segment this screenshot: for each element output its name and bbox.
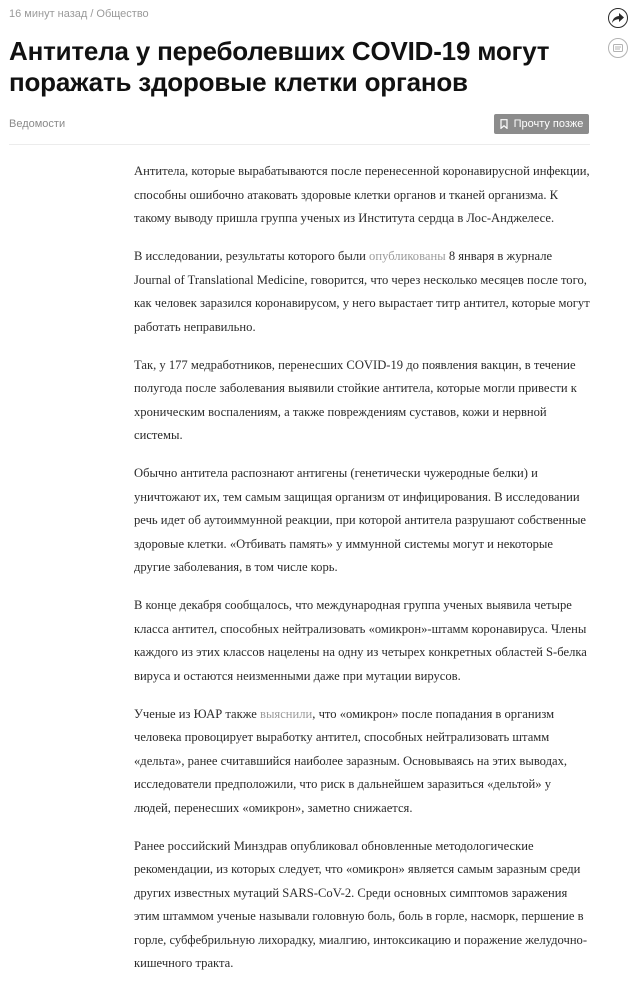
paragraph: Так, у 177 медработников, перенесших COVID-19 до появления вакцин, в течение полугода после заболевания выявили стойкие антитела, которые могли привести к хроническим воспалениям, а также повреждениям суставов, кожи и нервной системы. — [134, 357, 577, 442]
publish-time: 16 минут назад — [9, 8, 88, 20]
found-out-link[interactable]: выяснили — [260, 706, 313, 721]
paragraph-text: 8 января в журнале Journal of Translational Medicine, говорится, что через несколько месяцев после того, как человек заразился коронавирусом, у него вырастает титр антител, которые могут работать неправильно. — [134, 249, 590, 334]
meta-separator: / — [90, 8, 94, 20]
category-link[interactable]: Общество — [96, 8, 149, 20]
article-body — [134, 160, 590, 990]
paragraph: В конце декабря сообщалось, что международная группа ученых выявила четыре класса антител, способных нейтрализовать «омикрон»-штамм коронавируса. Члены каждого из этих классов нацелены на одну из четырех конкретных областей S-белка вируса и остаются неизменными даже при мутации вирусов. — [134, 598, 587, 683]
paragraph-text: , что «омикрон» после попадания в организм человека провоцирует выработку антител, способных нейтрализовать штамм «дельта», ранее считавшийся наиболее заразным. Основываясь на этих выводах, исследователи предположили, что риск в дальнейшем заразиться «дельтой» у людей, перенесших «омикрон», заметно снижается. — [134, 706, 568, 815]
read-later-button[interactable] — [494, 114, 589, 134]
share-button[interactable] — [608, 8, 628, 28]
paragraph: Ранее российский Минздрав опубликовал обновленные методологические рекомендации, из которых следует, что «омикрон» является самым заразным среди других известных мутаций SARS-CoV-2. Среди основных симптомов заражения этим штаммом ученые называли головную боль, боль в горле, насморк, першение в горле, субфебрильную лихорадку, миалгию, интоксикацию и поражение желудочно-кишечного тракта. — [134, 838, 588, 970]
share-icon — [612, 13, 624, 24]
side-actions — [608, 8, 630, 68]
paragraph: Обычно антитела распознают антигены (генетически чужеродные белки) и уничтожают их, тем самым защищая организм от инфицирования. В исследовании речь идет об аутоиммунной реакции, при которой антитела разрушают собственные здоровые клетки. «Отбивать память» у иммунной системы могут и некоторые другие заболевания, в том числе корь. — [134, 466, 587, 574]
paragraph-text: Ученые из ЮАР также — [134, 706, 260, 721]
read-later-label: Прочту позже — [513, 118, 584, 130]
bookmark-icon — [500, 119, 508, 129]
article-source[interactable]: Ведомости — [9, 118, 66, 130]
published-link[interactable]: опубликованы — [369, 249, 446, 263]
comment-button[interactable] — [608, 38, 628, 58]
paragraph-text: В исследовании, результаты которого были — [134, 249, 370, 263]
divider — [9, 144, 590, 145]
article-meta — [9, 8, 149, 20]
article-title: Антитела у переболевших COVID-19 могут поражать здоровые клетки органов — [9, 36, 550, 97]
paragraph: Антитела, которые вырабатываются после перенесенной коронавирусной инфекции, способны ошибочно атаковать здоровые клетки органов и тканей организма. К такому выводу пришла группа ученых из Института сердца в Лос-Анджелесе. — [134, 164, 590, 225]
comment-icon — [613, 44, 623, 52]
paragraph — [134, 245, 590, 339]
paragraph — [134, 703, 590, 821]
